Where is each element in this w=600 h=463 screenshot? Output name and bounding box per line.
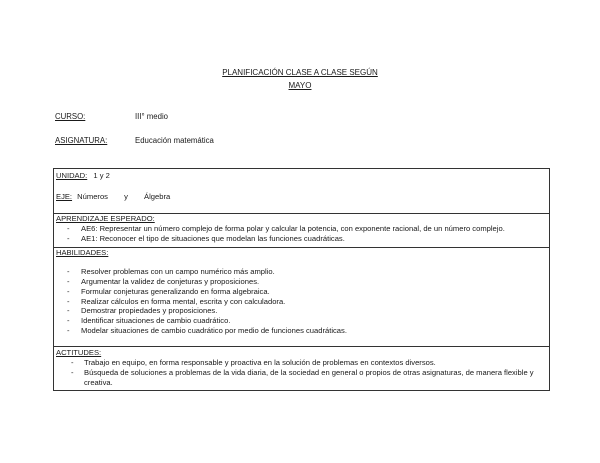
curso-label: CURSO: [55, 112, 86, 121]
list-item: - Búsqueda de soluciones a problemas de la vida diaria, de la sociedad en general o propios de otras asignaturas, de manera flexible y [54, 368, 549, 378]
list-item: - AE1: Reconocer el tipo de situaciones que modelan las funciones cuadráticas. [54, 234, 549, 244]
curso-value: III° medio [135, 112, 169, 121]
aprendizaje-section [54, 213, 549, 247]
planning-table [53, 168, 550, 391]
list-item: - Argumentar la validez de conjeturas y proposiciones. [54, 277, 549, 287]
actitudes-section [54, 346, 549, 390]
asignatura-label: ASIGNATURA: [55, 136, 108, 145]
aprendizaje-label: APRENDIZAJE ESPERADO: [56, 214, 155, 223]
eje-label: EJE: [56, 192, 73, 201]
list-item: - Trabajo en equipo, en forma responsable y proactiva en la solución de problemas en contextos diversos. [54, 358, 549, 368]
unidad-eje-section [54, 169, 549, 213]
list-item: - AE6: Representar un número complejo de forma polar y calcular la potencia, con exponente racional, de un número complejo. [54, 224, 549, 234]
list-item: - Formular conjeturas generalizando en forma algebraica. [54, 287, 549, 297]
unidad-label: UNIDAD: [56, 171, 88, 180]
title-line-2: MAYO [288, 80, 312, 90]
eje-value-2: Álgebra [144, 192, 171, 201]
list-item-continuation: creativa. [84, 377, 113, 387]
eje-row [56, 192, 170, 202]
document-title [0, 67, 600, 92]
actitudes-list [54, 358, 549, 388]
list-item: - Identificar situaciones de cambio cuadrático. [54, 316, 549, 326]
unidad-value: 1 y 2 [93, 171, 110, 180]
asignatura-value: Educación matemática [135, 136, 214, 145]
list-item: - Resolver problemas con un campo numérico más amplio. [54, 267, 549, 277]
aprendizaje-list [54, 224, 549, 244]
list-item: - Demostrar propiedades y proposiciones. [54, 306, 549, 316]
eje-connector: y [124, 192, 128, 201]
actitudes-label: ACTITUDES: [56, 348, 102, 357]
habilidades-label: HABILIDADES: [56, 248, 109, 257]
habilidades-list [54, 267, 549, 336]
list-item: - Modelar situaciones de cambio cuadrático por medio de funciones cuadráticas. [54, 326, 549, 336]
unidad-row [56, 171, 110, 181]
list-item: - Realizar cálculos en forma mental, escrita y con calculadora. [54, 297, 549, 307]
title-line-1: PLANIFICACIÓN CLASE A CLASE SEGÚN [222, 68, 378, 77]
eje-value-1: Números [77, 192, 108, 201]
habilidades-section [54, 247, 549, 346]
